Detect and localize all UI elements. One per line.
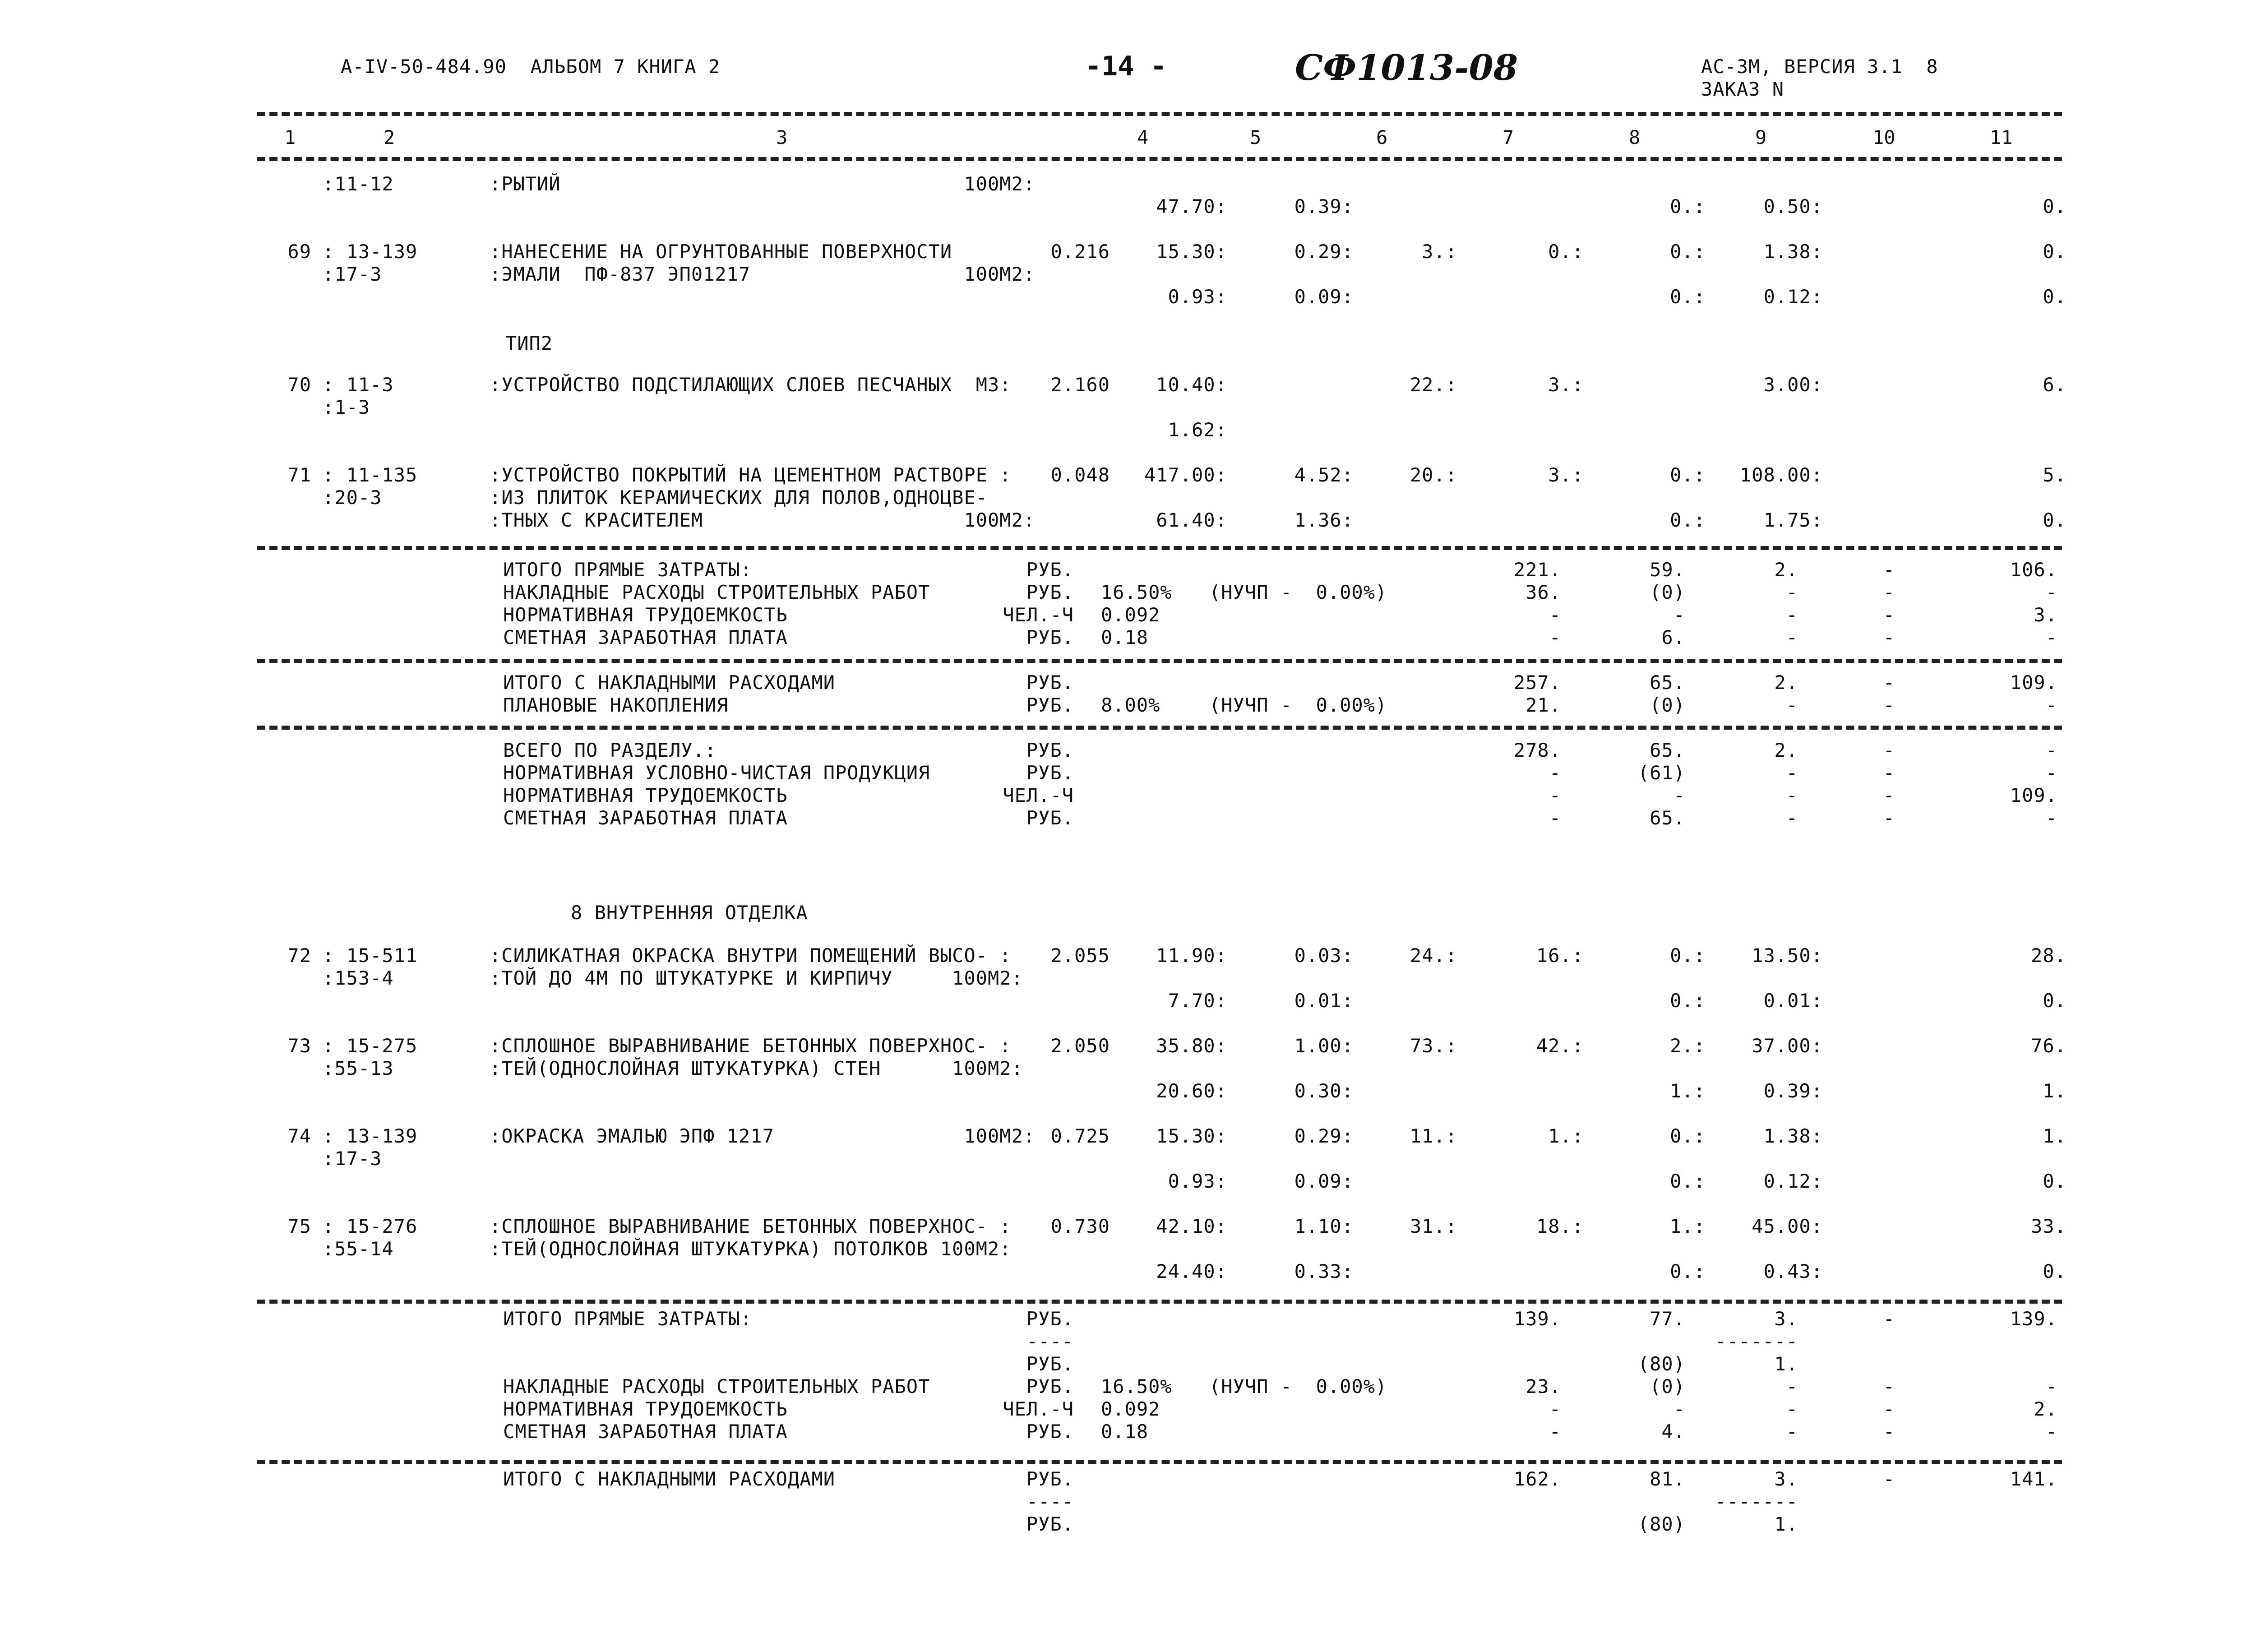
summary-direct-2-labor-total: - [2045,1421,2057,1443]
row-unit-machine: 1.00: [1294,1035,1354,1057]
row-total: 3.: [1422,241,1457,263]
summary-direct-2-labor-total: - [2045,1375,2057,1397]
row-machine-total: 0.: [1670,464,1706,486]
summary-direct-2-total: - [1549,1421,1561,1443]
summary-overhead-2-wage: 81. [1650,1468,1685,1490]
summary-direct-2-total: 139. [1513,1308,1561,1330]
row-description: :УСТРОЙСТВО ПОДСТИЛАЮЩИХ СЛОЕВ ПЕСЧАНЫХ М3: [490,374,1012,396]
summary-direct-2-unit: ЧЕЛ.-Ч [1003,1398,1074,1420]
summary-direct-wage: (0) [1650,581,1685,603]
summary-direct-unit: РУБ. [1026,626,1074,648]
row-unit-machine-wage: 0.30: [1294,1080,1354,1102]
summary-section-labor: - [1883,762,1895,784]
summary-direct-labor-total: - [2045,626,2057,648]
summary-overhead-rate: 8.00% [1101,694,1160,716]
summary-direct-2-label: НОРМАТИВНАЯ ТРУДОЕМКОСТЬ [503,1398,788,1420]
summary-section-label: НОРМАТИВНАЯ УСЛОВНО-ЧИСТАЯ ПРОДУКЦИЯ [503,762,930,784]
summary-direct-2-machine: 3. [1774,1308,1798,1330]
row-labor-total: 28. [2031,944,2066,967]
row-quantity: 2.160 [1050,374,1110,396]
row-description: :ТЕЙ(ОДНОСЛОЙНАЯ ШТУКАТУРКА) ПОТОЛКОВ 100М2: [490,1238,1012,1260]
summary-direct-label: СМЕТНАЯ ЗАРАБОТНАЯ ПЛАТА [503,626,788,648]
summary-overhead-2-total: 162. [1513,1468,1561,1490]
summary-direct-total: 36. [1526,581,1561,603]
row-number: 71 [287,464,311,486]
summary-direct-rate: 0.092 [1101,604,1160,626]
row-quantity: 0.216 [1050,241,1110,263]
row-unit-machine-wage: 0.09: [1294,286,1354,308]
summary-section-labor-total: - [2045,762,2057,784]
summary-section-machine: - [1786,807,1798,829]
page-number: -14 - [1085,51,1167,82]
summary-direct-2-label: ИТОГО ПРЯМЫЕ ЗАТРАТЫ: [503,1308,753,1330]
summary-section-total: - [1549,762,1561,784]
row-machine-wage: 0.: [1670,286,1706,308]
row-code-sub: :1-3 [323,396,370,418]
summary-direct-2-machine: ------- [1715,1330,1798,1352]
row-labor: 3.00: [1763,374,1823,396]
row-unit-cost-wage: 1.62: [1168,419,1227,441]
column-number: 11 [1990,126,2013,148]
summary-overhead-total: 21. [1526,694,1561,716]
row-code-sub: :153-4 [323,967,394,989]
summary-section-wage: 65. [1650,807,1685,829]
summary-overhead-label: ИТОГО С НАКЛАДНЫМИ РАСХОДАМИ [503,671,836,694]
row-code: : 15-511 [323,944,418,967]
summary-direct-2-total: - [1549,1398,1561,1420]
summary-section-labor-total: - [2045,739,2057,761]
row-labor-wage: 1.75: [1763,509,1823,531]
summary-overhead-2-labor: - [1883,1468,1895,1490]
summary-direct-machine: - [1786,626,1798,648]
row-machine-wage: 0.: [1670,990,1706,1012]
row-code: : 13-139 [323,241,418,263]
separator-line [257,157,2062,161]
summary-section-unit: РУБ. [1026,807,1074,829]
summary-direct-2-rate: 0.18 [1101,1421,1149,1443]
summary-overhead-2-unit: РУБ. [1026,1513,1074,1535]
row-unit-machine-wage: 0.01: [1294,990,1354,1012]
summary-direct-machine: - [1786,604,1798,626]
row-labor: 1.38: [1763,241,1823,263]
type2-label: ТИП2 [505,332,553,354]
summary-section-label: НОРМАТИВНАЯ ТРУДОЕМКОСТЬ [503,784,788,806]
summary-direct-2-wage: 77. [1650,1308,1685,1330]
summary-direct-2-labor: - [1883,1308,1895,1330]
row-machine-total: 0.: [1670,944,1706,967]
row-labor-wage: 0.39: [1763,1080,1823,1102]
summary-direct-2-wage: 4. [1661,1421,1685,1443]
row-total: 24.: [1410,944,1457,967]
column-number: 3 [776,126,788,148]
row-labor-wage-total: 0. [2043,990,2066,1012]
summary-direct-2-wage: (0) [1650,1375,1685,1397]
row-total: 31.: [1410,1215,1457,1237]
row-unit-cost-wage: 0.93: [1168,1170,1227,1192]
row-number: 70 [287,374,311,396]
summary-overhead-unit: РУБ. [1026,694,1074,716]
summary-direct-wage: - [1673,604,1685,626]
summary-direct-label: НОРМАТИВНАЯ ТРУДОЕМКОСТЬ [503,604,788,626]
row-code-sub: :20-3 [323,486,382,509]
row-labor: 108.00: [1739,464,1823,486]
summary-direct-rate: 0.18 [1101,626,1149,648]
row-quantity: 2.055 [1050,944,1110,967]
row-total: 22.: [1410,374,1457,396]
row-unit-machine-wage: 0.33: [1294,1260,1354,1282]
summary-direct-2-labor: - [1883,1398,1895,1420]
summary-section-labor: - [1883,784,1895,806]
summary-direct-2-machine: - [1786,1421,1798,1443]
summary-section-total: 278. [1513,739,1561,761]
summary-overhead-unit: РУБ. [1026,671,1074,694]
handwritten-document-code: СФ1013-08 [1295,47,1518,88]
row-number: 74 [287,1125,311,1147]
summary-section-labor-total: - [2045,807,2057,829]
summary-overhead-2-machine: 3. [1774,1468,1798,1490]
separator-line [257,659,2062,663]
column-number: 2 [384,126,395,148]
row-labor-total: 6. [2043,374,2066,396]
row-machine-total: 0.: [1670,241,1706,263]
row-description: :ТОЙ ДО 4М ПО ШТУКАТУРКЕ И КИРПИЧУ 100М2: [490,967,1023,989]
summary-direct-2-unit: РУБ. [1026,1421,1074,1443]
summary-direct-label: НАКЛАДНЫЕ РАСХОДЫ СТРОИТЕЛЬНЫХ РАБОТ [503,581,930,603]
summary-direct-note: (НУЧП - 0.00%) [1209,581,1387,603]
summary-overhead-wage: (0) [1650,694,1685,716]
row-labor-wage-total: 0. [2043,509,2066,531]
row-description: :ТЕЙ(ОДНОСЛОЙНАЯ ШТУКАТУРКА) СТЕН 100М2: [490,1057,1023,1079]
row-quantity: 2.050 [1050,1035,1110,1057]
row-unit-machine-wage: 0.39: [1294,195,1354,217]
summary-direct-2-labor: - [1883,1421,1895,1443]
summary-section-unit: ЧЕЛ.-Ч [1003,784,1074,806]
summary-overhead-2-unit: ---- [1026,1490,1074,1513]
row-unit-machine-wage: 0.09: [1294,1170,1354,1192]
row-description: :СПЛОШНОЕ ВЫРАВНИВАНИЕ БЕТОННЫХ ПОВЕРХНОС- : [490,1215,1012,1237]
row-unit-cost: 11.90: [1156,944,1227,967]
summary-direct-unit: РУБ. [1026,581,1074,603]
row-code: : 11-3 [323,374,394,396]
row-unit-cost: 10.40: [1156,374,1227,396]
summary-direct-wage: 6. [1661,626,1685,648]
summary-direct-labor: - [1883,604,1895,626]
row-machine-total: 0.: [1670,1125,1706,1147]
summary-direct-2-unit: РУБ. [1026,1308,1074,1330]
row-code: : 13-139 [323,1125,418,1147]
summary-direct-machine: 2. [1774,559,1798,581]
summary-section-labor-total: 109. [2010,784,2057,806]
summary-direct-2-wage: - [1673,1398,1685,1420]
header-album-ref: А-IV-50-484.90 АЛЬБОМ 7 КНИГА 2 [341,56,721,78]
separator-line [257,112,2062,116]
row-labor: 37.00: [1752,1035,1823,1057]
row-total-wage: 3.: [1548,464,1584,486]
row-unit-cost-wage: 47.70: [1156,195,1227,217]
row-code-sub: :55-13 [323,1057,394,1079]
row-total-wage: 0.: [1548,241,1584,263]
row-unit-machine: 4.52: [1294,464,1354,486]
row-unit-machine: 0.29: [1294,241,1354,263]
summary-overhead-label: ПЛАНОВЫЕ НАКОПЛЕНИЯ [503,694,729,716]
summary-direct-2-rate: 0.092 [1101,1398,1160,1420]
summary-overhead-2-machine: ------- [1715,1490,1798,1513]
row-unit-cost-wage: 20.60: [1156,1080,1227,1102]
separator-line [257,1300,2062,1304]
row-unit-cost: 15.30: [1156,1125,1227,1147]
row-unit-cost: 417.00: [1144,464,1227,486]
summary-section-machine: - [1786,762,1798,784]
row-unit-machine: 1.10: [1294,1215,1354,1237]
section-title: 8 ВНУТРЕННЯЯ ОТДЕЛКА [571,902,808,924]
row-unit-cost: 15.30: [1156,241,1227,263]
row-code-sub: :17-3 [323,1148,382,1170]
header-order: ЗАКАЗ N [1701,78,1784,100]
row-labor-wage: 0.12: [1763,286,1823,308]
row-labor-total: 0. [2043,241,2066,263]
summary-direct-2-label: СМЕТНАЯ ЗАРАБОТНАЯ ПЛАТА [503,1421,788,1443]
summary-section-wage: 65. [1650,739,1685,761]
summary-direct-labor: - [1883,581,1895,603]
row-number: 69 [287,241,311,263]
row-labor-wage: 0.01: [1763,990,1823,1012]
summary-overhead-note: (НУЧП - 0.00%) [1209,694,1387,716]
summary-section-unit: РУБ. [1026,739,1074,761]
summary-section-label: ВСЕГО ПО РАЗДЕЛУ.: [503,739,717,761]
summary-direct-labor-total: 3. [2034,604,2057,626]
summary-direct-2-label: НАКЛАДНЫЕ РАСХОДЫ СТРОИТЕЛЬНЫХ РАБОТ [503,1375,930,1397]
row-number: 72 [287,944,311,967]
column-number: 4 [1137,126,1149,148]
summary-direct-label: ИТОГО ПРЯМЫЕ ЗАТРАТЫ: [503,559,753,581]
summary-direct-total: - [1549,604,1561,626]
row-labor: 1.38: [1763,1125,1823,1147]
row-labor-wage-total: 0. [2043,286,2066,308]
row-description: :СПЛОШНОЕ ВЫРАВНИВАНИЕ БЕТОННЫХ ПОВЕРХНОС- : [490,1035,1012,1057]
summary-section-labor: - [1883,807,1895,829]
row-total-wage: 18.: [1536,1215,1584,1237]
row-total-wage: 3.: [1548,374,1584,396]
summary-section-label: СМЕТНАЯ ЗАРАБОТНАЯ ПЛАТА [503,807,788,829]
separator-line [257,546,2062,550]
row-code: :11-12 [323,173,394,195]
row-labor-wage-total: 0. [2043,1260,2066,1282]
summary-overhead-total: 257. [1513,671,1561,694]
summary-direct-labor-total: - [2045,581,2057,603]
row-description: :СИЛИКАТНАЯ ОКРАСКА ВНУТРИ ПОМЕЩЕНИЙ ВЫСО- : [490,944,1012,967]
row-unit-machine-wage: 1.36: [1294,509,1354,531]
row-description: :НАНЕСЕНИЕ НА ОГРУНТОВАННЫЕ ПОВЕРХНОСТИ [490,241,952,263]
row-machine-wage: 0.: [1670,1170,1706,1192]
summary-section-machine: 2. [1774,739,1798,761]
row-labor-total: 33. [2031,1215,2066,1237]
row-unit-machine: 0.03: [1294,944,1354,967]
summary-overhead-labor-total: 109. [2010,671,2057,694]
summary-direct-labor: - [1883,626,1895,648]
summary-direct-2-note: (НУЧП - 0.00%) [1209,1375,1387,1397]
summary-direct-2-unit: РУБ. [1026,1353,1074,1375]
summary-direct-2-wage: (80) [1637,1353,1685,1375]
row-code-sub: :17-3 [323,263,382,285]
column-number: 1 [284,126,296,148]
summary-direct-2-labor-total: 2. [2034,1398,2057,1420]
summary-overhead-2-unit: РУБ. [1026,1468,1074,1490]
row-unit-cost-wage: 61.40: [1156,509,1227,531]
summary-direct-2-machine: - [1786,1375,1798,1397]
row-number: 73 [287,1035,311,1057]
row-labor-wage-total: 1. [2043,1080,2066,1102]
row-description: :ЭМАЛИ ПФ-837 ЭП01217 100М2: [490,263,1036,285]
row-labor-wage: 0.43: [1763,1260,1823,1282]
row-unit-cost-wage: 0.93: [1168,286,1227,308]
row-machine-total: 2.: [1670,1035,1706,1057]
row-labor: 45.00: [1752,1215,1823,1237]
row-unit-cost-wage: 24.40: [1156,1260,1227,1282]
row-quantity: 0.730 [1050,1215,1110,1237]
summary-section-total: - [1549,807,1561,829]
row-labor-wage: 0.12: [1763,1170,1823,1192]
row-labor-total: 1. [2043,1125,2066,1147]
summary-direct-unit: РУБ. [1026,559,1074,581]
row-unit-cost: 42.10: [1156,1215,1227,1237]
row-machine-wage: 0.: [1670,195,1706,217]
row-total-wage: 1.: [1548,1125,1584,1147]
summary-overhead-2-wage: (80) [1637,1513,1685,1535]
summary-overhead-2-labor-total: 141. [2010,1468,2057,1490]
summary-direct-2-machine: 1. [1774,1353,1798,1375]
summary-overhead-wage: 65. [1650,671,1685,694]
row-total-wage: 42.: [1536,1035,1584,1057]
row-labor: 13.50: [1752,944,1823,967]
summary-section-unit: РУБ. [1026,762,1074,784]
summary-overhead-machine: 2. [1774,671,1798,694]
row-description: :ИЗ ПЛИТОК КЕРАМИЧЕСКИХ ДЛЯ ПОЛОВ,ОДНОЦВЕ- [490,486,988,509]
column-number: 9 [1755,126,1767,148]
row-description: :УСТРОЙСТВО ПОКРЫТИЙ НА ЦЕМЕНТНОМ РАСТВОРЕ : [490,464,1012,486]
row-total: 11.: [1410,1125,1457,1147]
summary-overhead-2-machine: 1. [1774,1513,1798,1535]
row-labor-total: 76. [2031,1035,2066,1057]
summary-overhead-labor: - [1883,671,1895,694]
row-unit-cost: 35.80: [1156,1035,1227,1057]
summary-direct-labor: - [1883,559,1895,581]
summary-direct-2-machine: - [1786,1398,1798,1420]
summary-direct-2-rate: 16.50% [1101,1375,1172,1397]
row-total: 73.: [1410,1035,1457,1057]
summary-direct-total: 221. [1513,559,1561,581]
summary-section-wage: (61) [1637,762,1685,784]
summary-section-total: - [1549,784,1561,806]
row-code: : 11-135 [323,464,418,486]
row-labor-wage: 0.50: [1763,195,1823,217]
summary-direct-machine: - [1786,581,1798,603]
row-labor-wage-total: 0. [2043,195,2066,217]
row-machine-total: 1.: [1670,1215,1706,1237]
summary-section-labor: - [1883,739,1895,761]
row-description: :РЫТИЙ 100М2: [490,173,1036,195]
column-number: 8 [1629,126,1641,148]
summary-section-wage: - [1673,784,1685,806]
row-code: : 15-275 [323,1035,418,1057]
row-description: :ТНЫХ С КРАСИТЕЛЕМ 100М2: [490,509,1036,531]
row-machine-wage: 0.: [1670,1260,1706,1282]
row-machine-wage: 1.: [1670,1080,1706,1102]
summary-direct-2-unit: РУБ. [1026,1375,1074,1397]
column-number: 6 [1376,126,1388,148]
summary-overhead-machine: - [1786,694,1798,716]
summary-overhead-2-label: ИТОГО С НАКЛАДНЫМИ РАСХОДАМИ [503,1468,836,1490]
summary-direct-total: - [1549,626,1561,648]
summary-direct-2-unit: ---- [1026,1330,1074,1352]
row-labor-total: 5. [2043,464,2066,486]
row-quantity: 0.048 [1050,464,1110,486]
summary-direct-labor-total: 106. [2010,559,2057,581]
row-code-sub: :55-14 [323,1238,394,1260]
row-total-wage: 16.: [1536,944,1584,967]
column-number: 5 [1250,126,1262,148]
row-labor-wage-total: 0. [2043,1170,2066,1192]
column-number: 7 [1502,126,1514,148]
summary-overhead-labor: - [1883,694,1895,716]
header-version: АС-3М, ВЕРСИЯ 3.1 8 [1701,56,1938,78]
row-code: : 15-276 [323,1215,418,1237]
row-machine-wage: 0.: [1670,509,1706,531]
column-number-row [257,126,2062,149]
row-description: :ОКРАСКА ЭМАЛЬЮ ЭПФ 1217 100М2: [490,1125,1036,1147]
row-unit-cost-wage: 7.70: [1168,990,1227,1012]
summary-direct-2-total: 23. [1526,1375,1561,1397]
row-unit-machine: 0.29: [1294,1125,1354,1147]
separator-line [257,1460,2062,1464]
summary-section-machine: - [1786,784,1798,806]
summary-overhead-labor-total: - [2045,694,2057,716]
summary-direct-wage: 59. [1650,559,1685,581]
summary-direct-2-labor-total: 139. [2010,1308,2057,1330]
row-number: 75 [287,1215,311,1237]
separator-line [257,726,2062,730]
summary-direct-2-labor: - [1883,1375,1895,1397]
row-total: 20.: [1410,464,1457,486]
column-number: 10 [1872,126,1895,148]
row-quantity: 0.725 [1050,1125,1110,1147]
summary-direct-unit: ЧЕЛ.-Ч [1003,604,1074,626]
summary-direct-rate: 16.50% [1101,581,1172,603]
